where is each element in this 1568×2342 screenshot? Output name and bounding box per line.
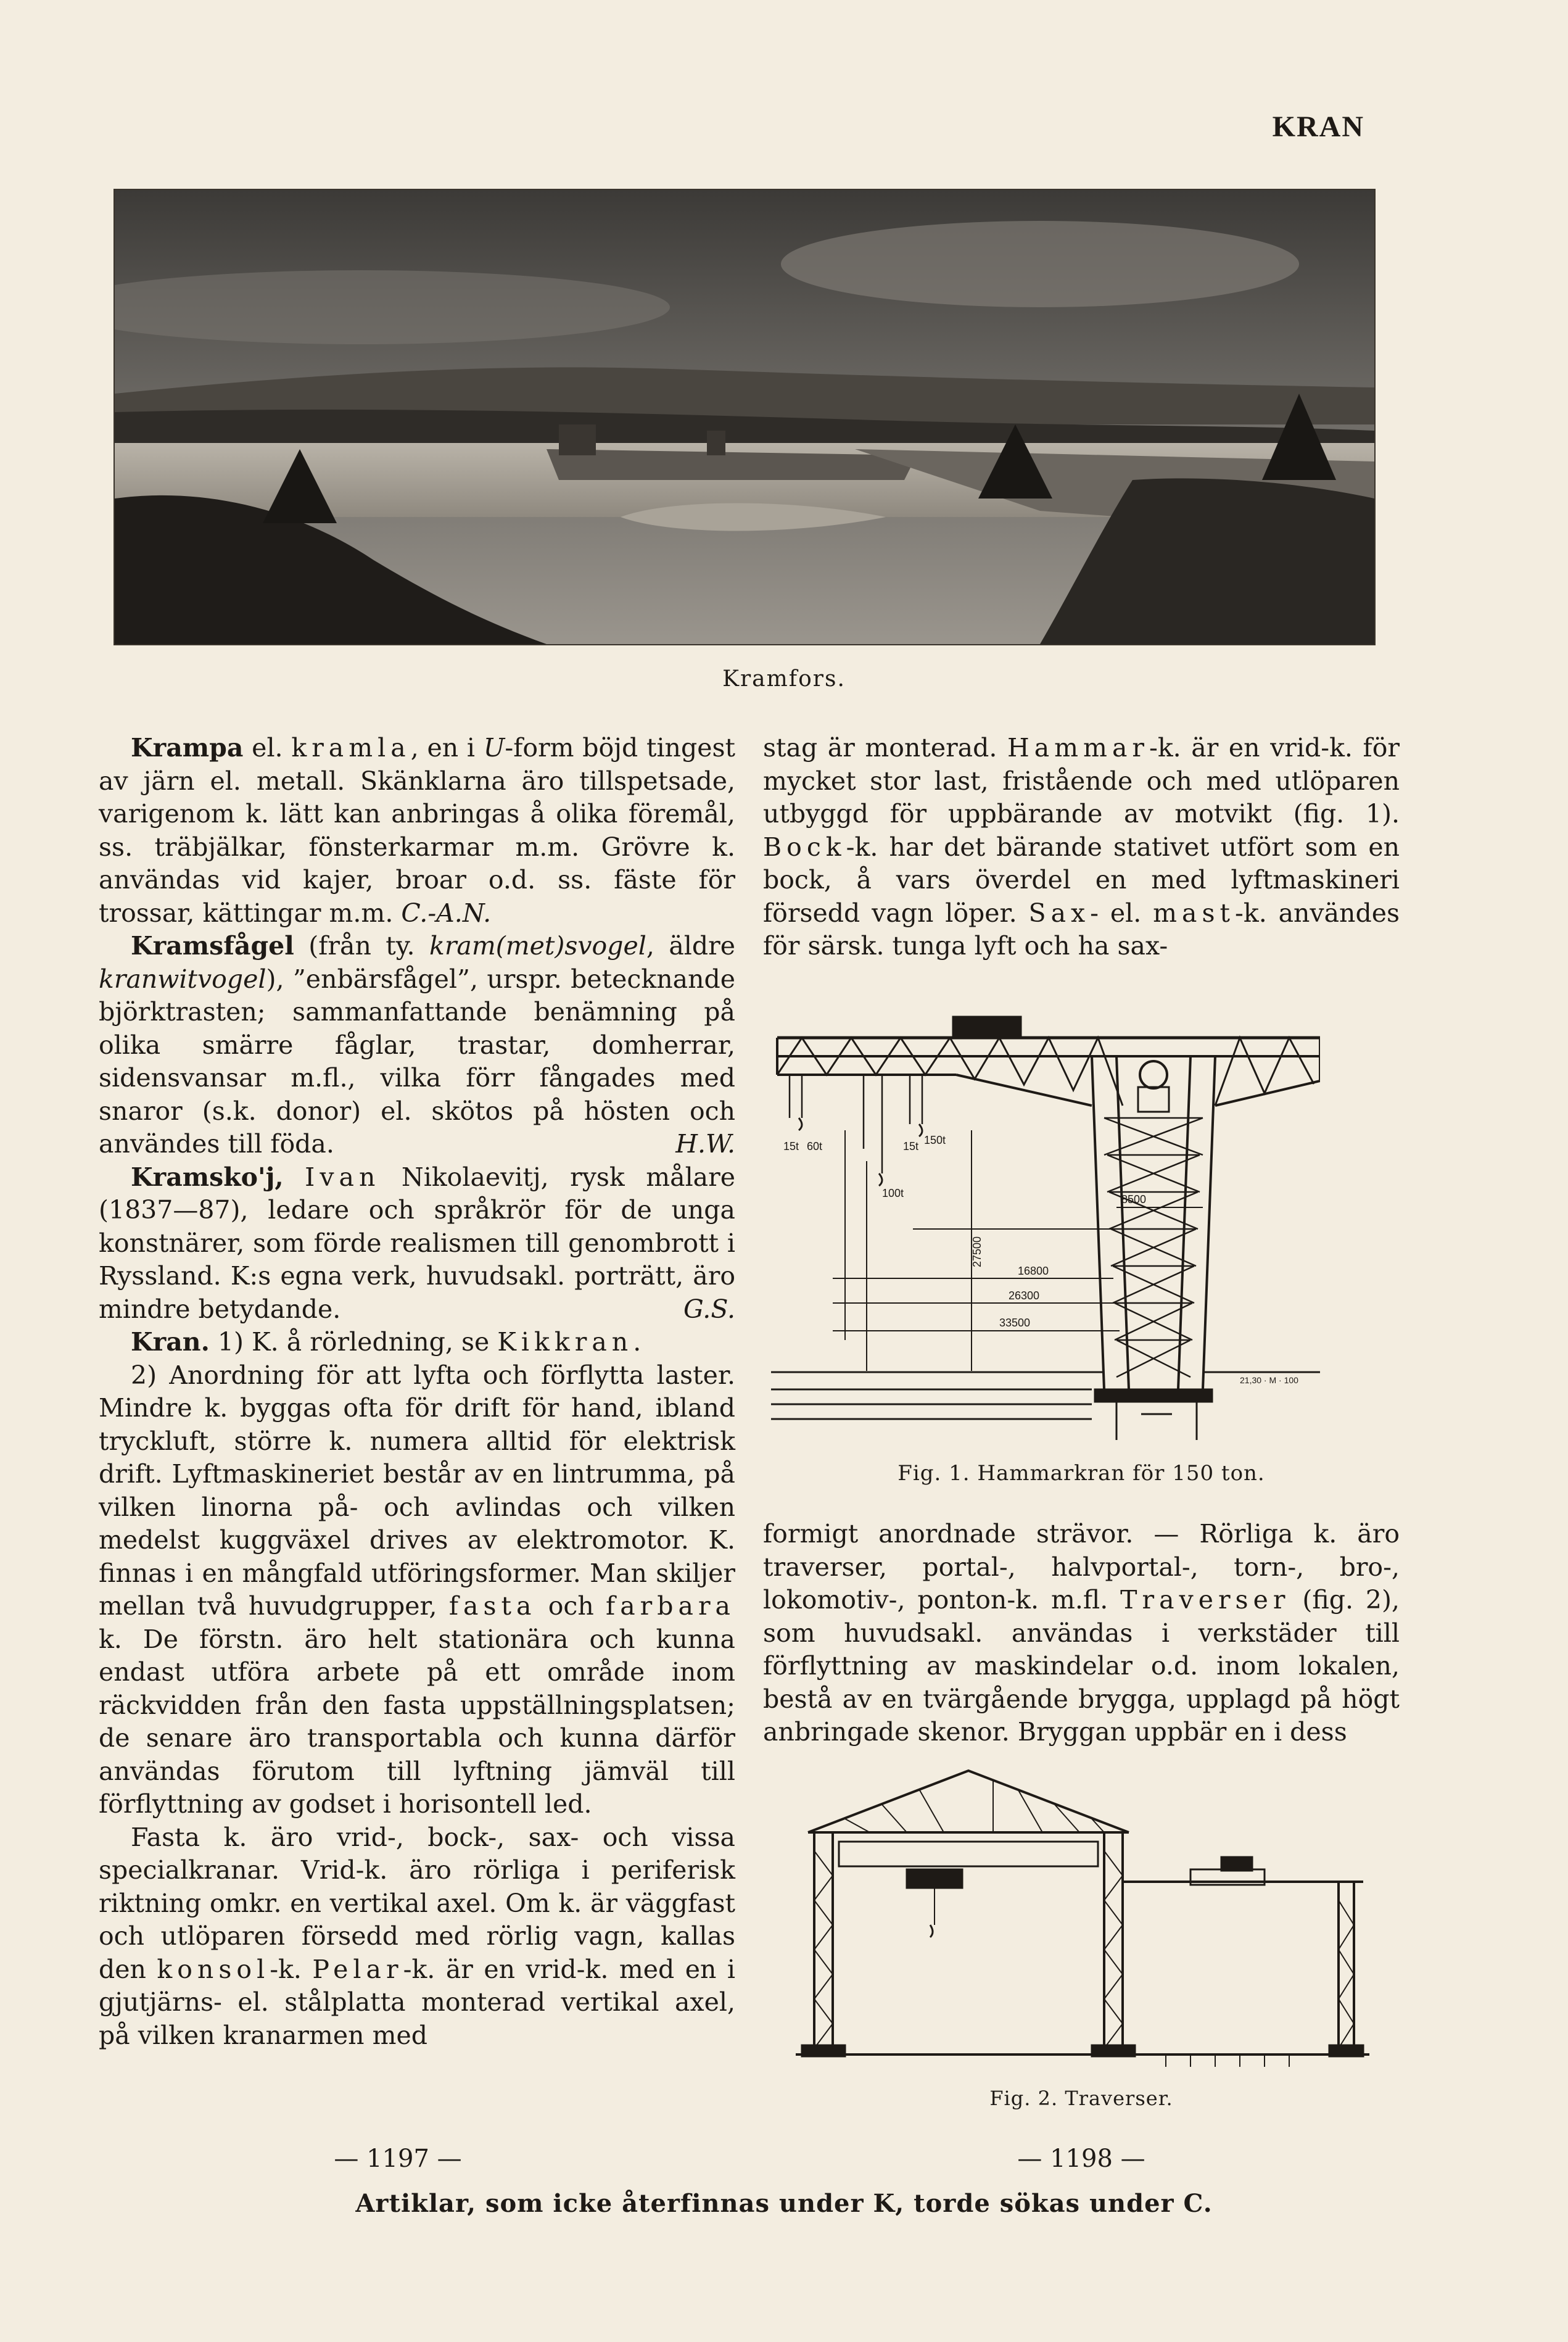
entry-text: -k. är en vrid-k. med en i gjutjärns- el. stålplatta monterad vertikal axel, på vilken kranarmen med bbox=[99, 1954, 735, 2050]
label-8500: 8500 bbox=[1121, 1193, 1147, 1206]
left-column bbox=[99, 732, 735, 2052]
spaced-word: Bock bbox=[763, 832, 846, 862]
cross-reference: Kikkran bbox=[497, 1327, 633, 1357]
entry-text: (fig. 2), som huvudsakl. användas i verkstäder till förflyttning av maskindelar o.d. inom lokalen, bestå av en tvärgående brygga, upplagd på högt anbringade skenor. Bryggan uppbär en i dess bbox=[763, 1585, 1400, 1747]
footer-note: Artiklar, som icke återfinnas under K, torde sökas under C. bbox=[355, 2189, 1213, 2218]
headword-kran: Kran. bbox=[131, 1327, 210, 1357]
entry-text: (från ty. bbox=[294, 931, 429, 961]
author-signature: H.W. bbox=[675, 1129, 735, 1159]
label-33500: 33500 bbox=[999, 1317, 1031, 1329]
spaced-word: Hammar bbox=[1007, 733, 1149, 763]
spaced-word: Ivan bbox=[305, 1162, 381, 1192]
page-number-left: — 1197 — bbox=[334, 2145, 462, 2173]
paragraph-mobile-cranes bbox=[763, 1518, 1400, 1749]
entry-fasta-kranar bbox=[99, 1821, 735, 2053]
entry-text: och bbox=[536, 1591, 606, 1621]
entry-text: - el. bbox=[1090, 898, 1153, 928]
label-150t: 150t bbox=[924, 1134, 946, 1146]
label-base-level: 21,30 · M · 100 bbox=[1240, 1375, 1298, 1385]
kramfors-photo bbox=[113, 189, 1376, 645]
fig2-caption: Fig. 2. Traverser. bbox=[989, 2087, 1173, 2110]
spaced-word: Sax bbox=[1028, 898, 1091, 928]
spaced-word: kramla bbox=[291, 733, 411, 763]
entry-text: -k. användes för särsk. tunga lyft och ha sax- bbox=[763, 898, 1400, 961]
entry-kramskoj bbox=[99, 1161, 735, 1326]
entry-text: k. De förstn. äro helt stationära och kunna endast utföra arbete på ett område inom räckvidden från den fasta uppställningsplatsen; de senare äro transportabla och kunna därför användas förutom till lyftning jämväl till förflyttning av godset i horisontell led. bbox=[99, 1624, 735, 1819]
entry-text: -form böjd tingest av järn el. metall. Skänklarna äro tillspetsade, varigenom k. lätt kan anbringas å olika föremål, ss. träbjälkar, fönsterkarmar m.m. Grövre k. användas vid kajer, broar o.d. ss. fäste för trossar, kättingar m.m. bbox=[99, 733, 735, 928]
figure-hammer-crane bbox=[771, 995, 1320, 1440]
italic-word: kranwitvogel bbox=[99, 964, 266, 994]
entry-text: 1) K. å rörledning, se bbox=[209, 1327, 498, 1357]
right-column-top bbox=[763, 732, 1400, 963]
entry-text: -k. är en vrid-k. för mycket stor last, fristående och med utlöparen utbyggd för uppbärande av motvikt (fig. 1). bbox=[763, 733, 1400, 829]
label-100t: 100t bbox=[882, 1187, 904, 1199]
label-26300: 26300 bbox=[1009, 1289, 1040, 1302]
entry-text: ), ”enbärsfågel”, urspr. betecknande björktrasten; sammanfattande benämning på olika smärre fåglar, trastar, domherrar, sidensvansar m.fl., vilka förr fångades med snaror (s.k. donor) el. skötos på hösten och användes till föda. bbox=[99, 964, 735, 1159]
entry-text: , en i bbox=[410, 733, 484, 763]
author-signature: G.S. bbox=[683, 1294, 735, 1324]
spaced-word: Traverser bbox=[1120, 1585, 1290, 1615]
entry-text: el. bbox=[243, 733, 292, 763]
label-15t-b: 15t bbox=[903, 1140, 919, 1152]
travelling-crane-drawing bbox=[796, 1765, 1369, 2073]
entry-kramsfagel bbox=[99, 930, 735, 1161]
italic-word: kram(met)svogel bbox=[429, 931, 646, 961]
headword-krampa: Krampa bbox=[131, 733, 244, 763]
entry-text: , äldre bbox=[646, 931, 735, 961]
entry-text: -k. bbox=[270, 1954, 313, 1984]
entry-text: stag är monterad. bbox=[763, 733, 1007, 763]
entry-kran-2 bbox=[99, 1359, 735, 1821]
author-signature: C.-A.N. bbox=[401, 898, 492, 928]
label-27500: 27500 bbox=[971, 1236, 983, 1267]
right-column-bottom bbox=[763, 1518, 1400, 1749]
entry-text: Nikolaevitj, rysk målare (1837—87), ledare och språkrör för de unga konstnärer, som förde realismen till genombrott i Ryssland. K:s egna verk, huvudsakl. porträtt, äro mindre betydande. bbox=[99, 1162, 735, 1324]
hammer-crane-drawing bbox=[771, 995, 1320, 1440]
entry-text: -k. har det bärande stativet utfört som en bock, å vars överdel en med lyftmaskineri försedd vagn löper. bbox=[763, 832, 1400, 928]
entry-text: . bbox=[633, 1327, 642, 1357]
spaced-word: Pelar bbox=[312, 1954, 403, 1984]
headword-kramskoj: Kramsko'j, bbox=[131, 1162, 284, 1192]
label-60t: 60t bbox=[807, 1140, 823, 1152]
paragraph-crane-types bbox=[763, 732, 1400, 963]
entry-text: formigt anordnade strävor. — Rörliga k. äro traverser, portal-, halvportal-, torn-, bro-, lokomotiv-, ponton-k. m.fl. bbox=[763, 1519, 1400, 1615]
entry-text: 2) Anordning för att lyfta och förflytta laster. Mindre k. byggas ofta för drift för hand, ibland tryckluft, större k. numera alltid för elektrisk drift. Lyftmaskineriet består av en lintrumma, på vilken linorna på- och avlindas och vilken medelst kuggväxel drives av elektromotor. K. finnas i en mångfald utföringsformer. Man skiljer mellan två huvudgrupper, bbox=[99, 1360, 735, 1621]
figure-travelling-crane bbox=[796, 1765, 1369, 2073]
headword-kramsfagel: Kramsfågel bbox=[131, 931, 294, 961]
entry-kran-1 bbox=[99, 1326, 735, 1359]
photo-caption: Kramfors. bbox=[722, 666, 846, 692]
entry-krampa bbox=[99, 732, 735, 930]
kramfors-photo-image bbox=[115, 190, 1374, 644]
spaced-word: mast bbox=[1153, 898, 1235, 928]
page-number-right: — 1198 — bbox=[1017, 2145, 1145, 2173]
running-head: KRAN bbox=[1272, 110, 1364, 143]
label-15t: 15t bbox=[783, 1140, 799, 1152]
label-16800: 16800 bbox=[1018, 1265, 1049, 1277]
italic-word: U bbox=[483, 733, 505, 763]
fig1-caption: Fig. 1. Hammarkran för 150 ton. bbox=[897, 1461, 1265, 1486]
entry-text: Fasta k. äro vrid-, bock-, sax- och vissa specialkranar. Vrid-k. äro rörliga i periferisk riktning omkr. en vertikal axel. Om k. är väggfast och utlöparen försedd med rörlig vagn, kallas den bbox=[99, 1822, 735, 1984]
spaced-word: farbara bbox=[606, 1591, 735, 1621]
spaced-word: konsol bbox=[157, 1954, 270, 1984]
spaced-word: fasta bbox=[448, 1591, 537, 1621]
